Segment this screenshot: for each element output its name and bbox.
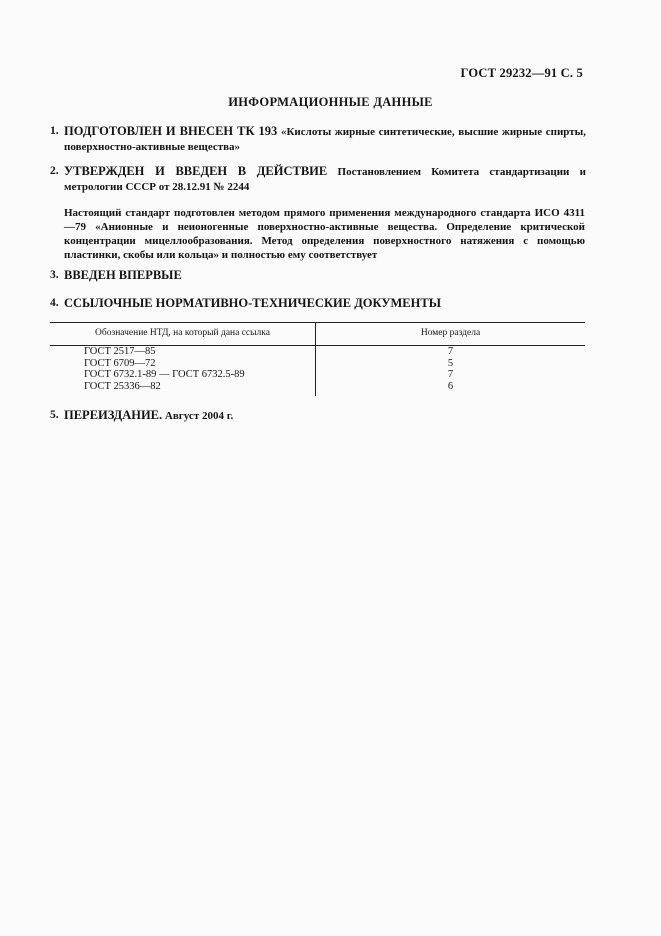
info-item-3 — [50, 268, 586, 284]
table-header-row — [50, 323, 585, 346]
table-row — [50, 358, 585, 370]
item-lead: ССЫЛОЧНЫЕ НОРМАТИВНО-ТЕХНИЧЕСКИЕ ДОКУМЕНТЫ — [64, 296, 441, 310]
table-header-doc: Обозначение НТД, на который дана ссылка — [95, 328, 270, 338]
table-cell-section: 6 — [447, 380, 454, 392]
table-cell-doc: ГОСТ 6732.1-89 — ГОСТ 6732.5-89 — [84, 369, 245, 380]
table-row — [50, 381, 585, 393]
item-text: Август 2004 г. — [162, 410, 234, 422]
item-lead: УТВЕРЖДЕН И ВВЕДЕН В ДЕЙСТВИЕ — [64, 164, 328, 178]
reference-documents-table — [50, 322, 585, 392]
info-item-4 — [50, 296, 586, 312]
item-number: 2. — [50, 165, 59, 177]
table-cell-doc: ГОСТ 25336—82 — [84, 380, 161, 392]
table-cell-section: 5 — [447, 357, 454, 369]
info-item-1 — [50, 124, 586, 155]
item-lead: ПОДГОТОВЛЕН И ВНЕСЕН ТК 193 — [64, 124, 278, 138]
table-row — [50, 346, 585, 358]
table-cell-section: 7 — [447, 346, 454, 357]
section-title: ИНФОРМАЦИОННЫЕ ДАННЫЕ — [228, 95, 433, 109]
table-cell-section: 7 — [447, 369, 454, 380]
item-lead: ВВЕДЕН ВПЕРВЫЕ — [64, 268, 182, 282]
table-header-section: Номер раздела — [420, 328, 481, 338]
item-number: 3. — [50, 269, 59, 281]
item-text: «Кислоты жирные синтетические, высшие жирные спирты, поверхностно-активные вещества» — [64, 126, 586, 153]
item-number: 5. — [50, 409, 59, 421]
table-cell-doc: ГОСТ 2517—85 — [84, 346, 156, 357]
page-header-doc-ref: ГОСТ 29232—91 С. 5 — [460, 66, 583, 80]
table-row — [50, 369, 585, 381]
item-number: 4. — [50, 297, 59, 309]
item-number: 1. — [50, 125, 59, 137]
info-item-2 — [50, 164, 586, 195]
info-item-5 — [50, 408, 586, 424]
item-lead: ПЕРЕИЗДАНИЕ. — [64, 408, 163, 422]
standard-description-paragraph: Настоящий стандарт подготовлен методом прямого применения международного стандарта ИСО 4311—79 «Анионные и неионогенные поверхностно-активные вещества. Определение критической концентрации мицеллообразования. Метод определения поверхностного натяжения с помощью пластинки, скобы или кольца» и полностью ему соответствует — [64, 207, 585, 261]
table-cell-doc: ГОСТ 6709—72 — [84, 357, 156, 369]
item-text: Постановлением Комитета стандартизации и метрологии СССР от 28.12.91 № 2244 — [64, 166, 586, 193]
